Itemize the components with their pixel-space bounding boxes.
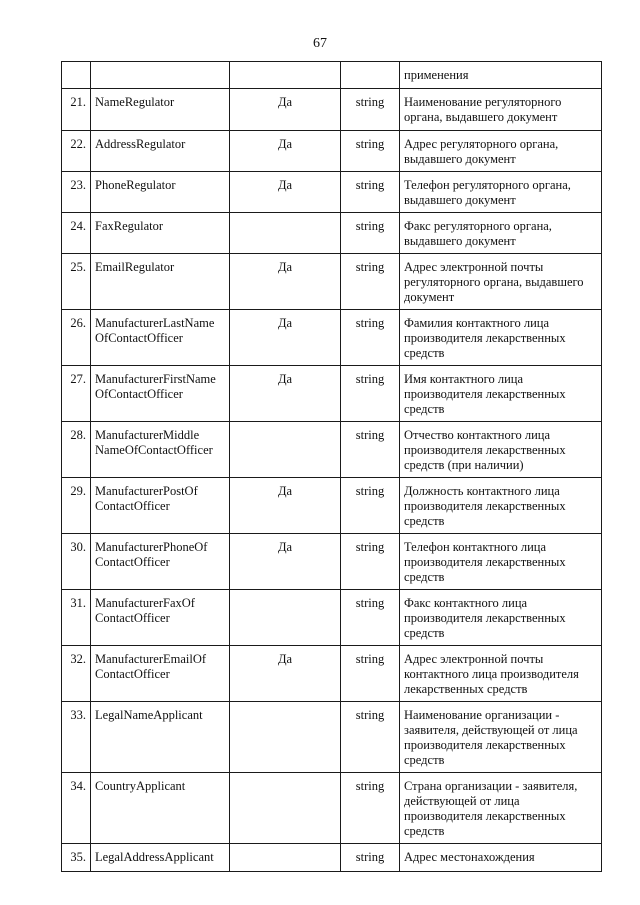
field-name-cell: ManufacturerLastName OfContactOfficer — [91, 310, 230, 366]
type-cell: string — [341, 172, 400, 213]
description-cell: Имя контактного лица производителя лекарственных средств — [400, 366, 602, 422]
type-cell — [341, 62, 400, 89]
table-row — [62, 366, 602, 422]
required-cell — [230, 590, 341, 646]
description-cell: Факс регуляторного органа, выдавшего документ — [400, 213, 602, 254]
description-cell: Адрес электронной почты контактного лица производителя лекарственных средств — [400, 646, 602, 702]
table-row — [62, 131, 602, 172]
table-row — [62, 702, 602, 773]
field-name-cell: ManufacturerFirstName OfContactOfficer — [91, 366, 230, 422]
required-cell — [230, 62, 341, 89]
field-name-cell: ManufacturerEmailOf ContactOfficer — [91, 646, 230, 702]
spec-table-body — [62, 62, 602, 872]
row-number-cell: 35. — [62, 844, 91, 872]
spec-table — [61, 61, 602, 872]
field-name-cell: LegalAddressApplicant — [91, 844, 230, 872]
type-cell: string — [341, 646, 400, 702]
row-number-cell: 34. — [62, 773, 91, 844]
table-row — [62, 213, 602, 254]
type-cell: string — [341, 254, 400, 310]
description-cell: Отчество контактного лица производителя лекарственных средств (при наличии) — [400, 422, 602, 478]
field-name-cell: FaxRegulator — [91, 213, 230, 254]
required-cell: Да — [230, 172, 341, 213]
row-number-cell: 30. — [62, 534, 91, 590]
field-name-cell: CountryApplicant — [91, 773, 230, 844]
type-cell: string — [341, 702, 400, 773]
field-name-cell: AddressRegulator — [91, 131, 230, 172]
type-cell: string — [341, 844, 400, 872]
table-row-continuation — [62, 62, 602, 89]
row-number-cell: 23. — [62, 172, 91, 213]
table-row — [62, 590, 602, 646]
table-row — [62, 844, 602, 872]
field-name-cell: EmailRegulator — [91, 254, 230, 310]
type-cell: string — [341, 422, 400, 478]
type-cell: string — [341, 590, 400, 646]
description-cell: Наименование организации - заявителя, действующей от лица производителя лекарственных средств — [400, 702, 602, 773]
field-name-cell: ManufacturerFaxOf ContactOfficer — [91, 590, 230, 646]
table-row — [62, 534, 602, 590]
type-cell: string — [341, 310, 400, 366]
row-number-cell: 33. — [62, 702, 91, 773]
required-cell: Да — [230, 131, 341, 172]
field-name-cell: ManufacturerPhoneOf ContactOfficer — [91, 534, 230, 590]
description-cell: Адрес местонахождения — [400, 844, 602, 872]
description-cell: Телефон регуляторного органа, выдавшего документ — [400, 172, 602, 213]
table-row — [62, 478, 602, 534]
type-cell: string — [341, 89, 400, 131]
type-cell: string — [341, 534, 400, 590]
row-number-cell: 21. — [62, 89, 91, 131]
description-cell: Адрес электронной почты регуляторного органа, выдавшего документ — [400, 254, 602, 310]
description-cell: Страна организации - заявителя, действующей от лица производителя лекарственных средств — [400, 773, 602, 844]
row-number-cell: 28. — [62, 422, 91, 478]
required-cell — [230, 213, 341, 254]
table-row — [62, 773, 602, 844]
table-row — [62, 310, 602, 366]
description-cell: Факс контактного лица производителя лекарственных средств — [400, 590, 602, 646]
field-name-cell: NameRegulator — [91, 89, 230, 131]
type-cell: string — [341, 366, 400, 422]
table-row — [62, 254, 602, 310]
required-cell: Да — [230, 89, 341, 131]
row-number-cell: 26. — [62, 310, 91, 366]
required-cell — [230, 773, 341, 844]
description-cell: применения — [400, 62, 602, 89]
required-cell — [230, 422, 341, 478]
row-number-cell: 32. — [62, 646, 91, 702]
type-cell: string — [341, 478, 400, 534]
type-cell: string — [341, 131, 400, 172]
row-number-cell: 31. — [62, 590, 91, 646]
row-number-cell: 27. — [62, 366, 91, 422]
row-number-cell — [62, 62, 91, 89]
required-cell — [230, 844, 341, 872]
row-number-cell: 29. — [62, 478, 91, 534]
row-number-cell: 25. — [62, 254, 91, 310]
table-row — [62, 89, 602, 131]
description-cell: Телефон контактного лица производителя лекарственных средств — [400, 534, 602, 590]
required-cell: Да — [230, 478, 341, 534]
description-cell: Наименование регуляторного органа, выдавшего документ — [400, 89, 602, 131]
required-cell: Да — [230, 254, 341, 310]
field-name-cell: PhoneRegulator — [91, 172, 230, 213]
required-cell: Да — [230, 366, 341, 422]
page-number: 67 — [313, 36, 327, 51]
field-name-cell — [91, 62, 230, 89]
type-cell: string — [341, 213, 400, 254]
table-row — [62, 172, 602, 213]
required-cell: Да — [230, 534, 341, 590]
type-cell: string — [341, 773, 400, 844]
field-name-cell: ManufacturerPostOf ContactOfficer — [91, 478, 230, 534]
description-cell: Фамилия контактного лица производителя лекарственных средств — [400, 310, 602, 366]
table-row — [62, 646, 602, 702]
required-cell: Да — [230, 646, 341, 702]
required-cell: Да — [230, 310, 341, 366]
description-cell: Должность контактного лица производителя лекарственных средств — [400, 478, 602, 534]
field-name-cell: ManufacturerMiddle NameOfContactOfficer — [91, 422, 230, 478]
required-cell — [230, 702, 341, 773]
row-number-cell: 22. — [62, 131, 91, 172]
table-row — [62, 422, 602, 478]
field-name-cell: LegalNameApplicant — [91, 702, 230, 773]
description-cell: Адрес регуляторного органа, выдавшего документ — [400, 131, 602, 172]
row-number-cell: 24. — [62, 213, 91, 254]
